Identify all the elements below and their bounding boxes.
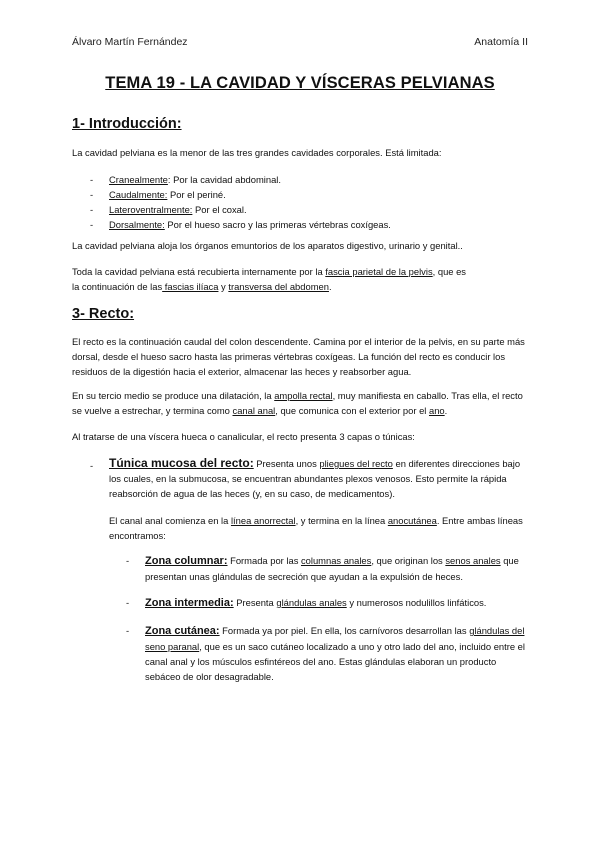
intro-paragraph-3: Toda la cavidad pelviana está recubierta internamente por la fascia parietal de la pelvis, que es la continuación de las fascias ilíaca y transversa del abdomen. (72, 266, 466, 292)
recto-paragraph-1: El recto es la continuación caudal del colon descendente. Camina por el interior de la pelvis, en su parte más dorsal, desde el hueso sacro hasta las primeras vértebras coxígeas. La función del recto es conducir los residuos de la digestión hacia el exterior, almacenar las heces y reabsorber agua. (72, 336, 525, 377)
list-term: Lateroventralmente: (109, 204, 193, 215)
recto-paragraph-2: En su tercio medio se produce una dilatación, la ampolla rectal, muy manifiesta en caballo. Tras ella, el recto se vuelve a estrechar, y termina como canal anal, que comunica con el exterior por el ano. (72, 390, 523, 416)
canal-anal-paragraph: El canal anal comienza en la línea anorrectal, y termina en la línea anocutánea. Entre ambas líneas encontramos: (109, 515, 523, 541)
document-title: TEMA 19 - LA CAVIDAD Y VÍSCERAS PELVIANAS (105, 74, 495, 92)
tunica-mucosa-item: - Túnica mucosa del recto: Presenta unos pliegues del recto en diferentes direcciones bajo los cuales, en la submucosa, se encuentran abundantes plexos venosos. Esto permite la rápida reabsorción de agua de las heces (y, en su caso, de medicamentos). El canal anal comienza en la línea anorrectal, y termina en la línea anocutánea. Entre ambas líneas encontramos: (90, 456, 530, 543)
subject-name: Anatomía II (474, 36, 528, 48)
tunica-term: Túnica mucosa del recto: (109, 456, 254, 470)
zona-cutanea-item: - Zona cutánea: Formada ya por piel. En ella, los carnívoros desarrollan las glándulas del seno paranal, que es un saco cutáneo localizado a uno y otro lado del ano, incluido entre el canal anal y los músculos esfintéreos del ano. Estas glándulas elaboran un producto sebáceo de olor desagradable. (126, 625, 525, 682)
list-item: - Dorsalmente: Por el hueso sacro y las primeras vértebras coxígeas. (90, 219, 391, 230)
list-item: - Cranealmente: Por la cavidad abdominal. (90, 174, 281, 185)
recto-paragraph-3: Al tratarse de una víscera hueca o canalicular, el recto presenta 3 capas o túnicas: (72, 431, 415, 442)
author-name: Álvaro Martín Fernández (72, 36, 188, 48)
limits-list (90, 172, 391, 232)
intro-paragraph-1: La cavidad pelviana es la menor de las tres grandes cavidades corporales. Está limitada: (72, 147, 442, 158)
list-term: Dorsalmente: (109, 219, 165, 230)
list-item: - Lateroventralmente: Por el coxal. (90, 204, 247, 215)
page-header (72, 36, 528, 50)
section-heading-recto: 3- Recto: (72, 306, 135, 322)
list-term: Caudalmente: (109, 189, 168, 200)
list-term: Cranealmente (109, 174, 168, 185)
zona-intermedia-item: - Zona intermedia: Presenta glándulas anales y numerosos nodulillos linfáticos. (126, 597, 487, 609)
section-heading-introduccion: 1- Introducción: (72, 116, 182, 132)
intro-paragraph-2: La cavidad pelviana aloja los órganos emuntorios de los aparatos digestivo, urinario y genital.. (72, 240, 463, 251)
zona-columnar-item: - Zona columnar: Formada por las columnas anales, que originan los senos anales que presentan unas glándulas de secreción que ayudan a la expulsión de heces. (126, 555, 519, 582)
list-item: - Caudalmente: Por el periné. (90, 189, 226, 200)
